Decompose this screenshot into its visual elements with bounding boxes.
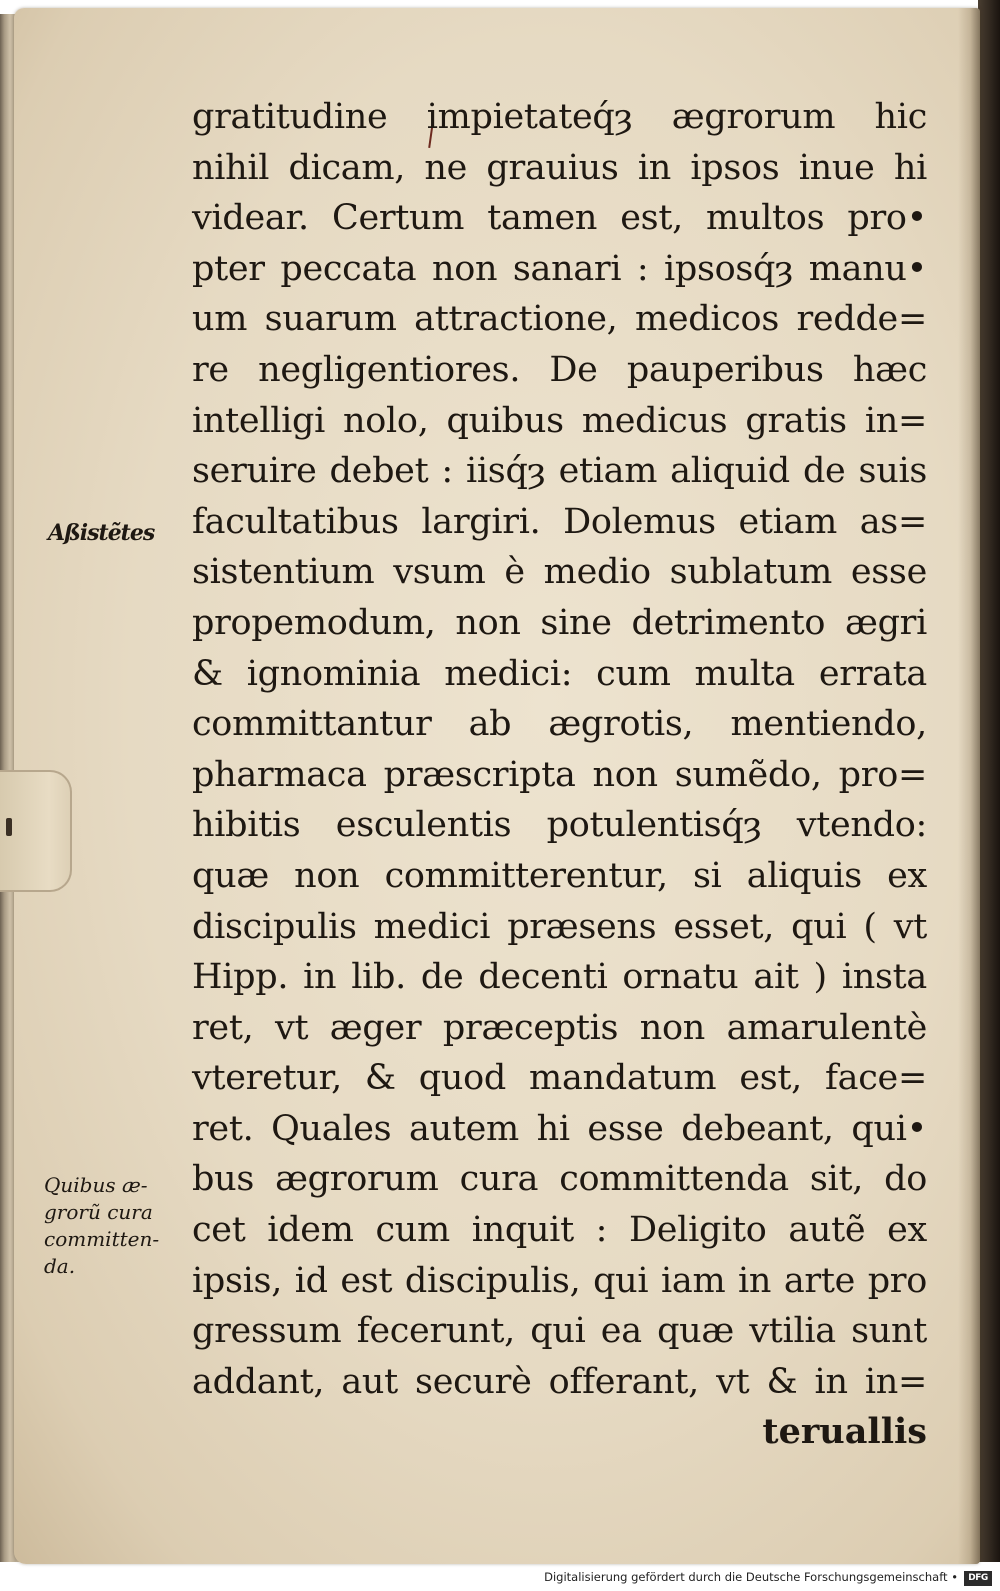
marginal-note-quibus: [44, 1172, 186, 1280]
text-line: intelligi nolo, quibus medicus gratis in=: [192, 400, 927, 441]
marginal-note-line: committen-: [44, 1227, 160, 1251]
text-line: discipulis medici præsens esset, qui ( vt: [192, 906, 927, 947]
text-line: & ignominia medici: cum multa errata: [192, 653, 927, 694]
catchword: teruallis: [762, 1411, 927, 1453]
main-text-block: [192, 92, 927, 1458]
digitization-footer: [0, 1568, 1000, 1591]
text-line: vteretur, & quod mandatum est, face=: [192, 1058, 927, 1099]
text-line: nihil dicam, ne grauius in ipsos inue hi: [192, 147, 927, 188]
text-line: gratitudine impietateq́ȝ ægrorum hic: [192, 97, 927, 137]
text-line: propemodum, non sine detrimento ægri: [192, 602, 927, 643]
marginal-note-line: Quibus æ-: [44, 1173, 148, 1197]
marginal-note-assistentes: Aßistẽtes: [48, 520, 155, 546]
text-line: addant, aut securè offerant, vt & in in=: [192, 1361, 927, 1402]
book-spine: [978, 0, 1000, 1562]
text-line: ret. Quales autem hi esse debeant, qui•: [192, 1108, 927, 1149]
marginal-note-line: grorũ cura: [44, 1200, 153, 1224]
text-line: seruire debet : iisq́ȝ etiam aliquid de suis: [192, 451, 927, 492]
text-line: gressum fecerunt, qui ea quæ vtilia sunt: [192, 1311, 927, 1352]
text-line: committantur ab ægrotis, mentiendo,: [192, 704, 927, 745]
text-line: um suarum attractione, medicos redde=: [192, 299, 927, 340]
dfg-logo-icon: DFG: [964, 1571, 992, 1586]
text-line: Hipp. in lib. de decenti ornatu ait ) insta: [192, 957, 927, 998]
text-line: ret, vt æger præceptis non amarulentè: [192, 1007, 927, 1048]
marginal-note-line: da.: [44, 1254, 76, 1278]
text-line: sistentium vsum è medio sublatum esse: [192, 552, 927, 593]
text-line: pharmaca præscripta non sumẽdo, pro=: [192, 754, 927, 795]
text-line: hibitis esculentis potulentisq́ȝ vtendo:: [192, 805, 927, 846]
text-line: videar. Certum tamen est, multos pro•: [192, 198, 927, 239]
page-gutter-shadow: [958, 8, 980, 1564]
funding-credit-text: Digitalisierung gefördert durch die Deutsche Forschungsgemeinschaft •: [544, 1570, 958, 1584]
tab-mark: [6, 818, 12, 836]
text-line: quæ non committerentur, si aliquis ex: [192, 855, 927, 896]
text-line: facultatibus largiri. Dolemus etiam as=: [192, 501, 927, 542]
text-line: ipsis, id est discipulis, qui iam in arte pro: [192, 1260, 927, 1301]
text-line: bus ægrorum cura committenda sit, do: [192, 1159, 927, 1200]
text-line: cet idem cum inquit : Deligito autẽ ex: [192, 1210, 927, 1251]
text-line: pter peccata non sanari : ipsosq́ȝ manu•: [192, 248, 927, 289]
text-line: re negligentiores. De pauperibus hæc: [192, 349, 927, 390]
